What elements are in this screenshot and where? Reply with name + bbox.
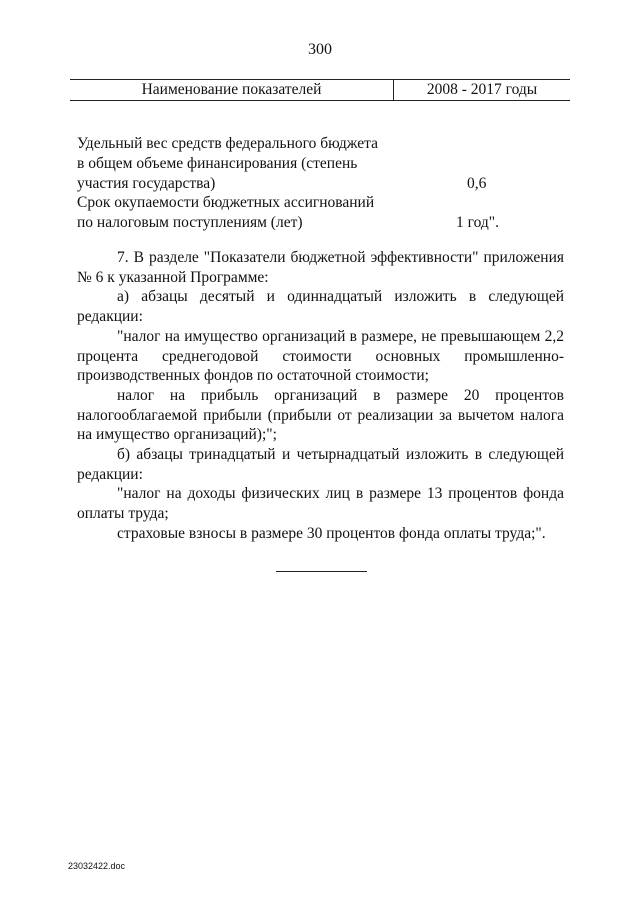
page-number: 300 bbox=[308, 41, 332, 58]
indicator-name-payback bbox=[77, 193, 397, 233]
paragraph-section-7: 7. В разделе "Показатели бюджетной эффективности" приложения № 6 к указанной Программе: bbox=[77, 249, 564, 286]
table-header-years: 2008 - 2017 годы bbox=[426, 81, 538, 98]
paragraph-profit-tax: налог на прибыль организаций в размере 20 процентов налогооблагаемой прибыли (прибыли от реализации за вычетом налога на имущество организаций);"; bbox=[77, 386, 564, 444]
end-divider bbox=[276, 571, 367, 572]
paragraph-income-tax: "налог на доходы физических лиц в размере 13 процентов фонда оплаты труда; bbox=[77, 485, 564, 523]
indicator-name-line: Срок окупаемости бюджетных ассигнований bbox=[77, 194, 375, 211]
amendment-text bbox=[77, 248, 564, 544]
indicator-value-payback: 1 год". bbox=[456, 214, 499, 231]
table-header bbox=[70, 79, 570, 101]
footer-filename: 23032422.doc bbox=[68, 861, 126, 871]
paragraph-item-b: б) абзацы тринадцатый и четырнадцатый изложить в следующей редакции: bbox=[77, 446, 564, 483]
indicator-name-line: Удельный вес средств федерального бюджета bbox=[77, 135, 379, 152]
indicator-name-line: по налоговым поступлениям (лет) bbox=[77, 214, 303, 231]
indicator-name-line: в общем объеме финансирования (степень bbox=[77, 155, 358, 172]
table-header-indicators: Наименование показателей bbox=[141, 81, 322, 98]
indicator-name-federal-share bbox=[77, 134, 397, 194]
paragraph-insurance: страховые взносы в размере 30 процентов фонда оплаты труда;". bbox=[117, 524, 546, 542]
indicator-name-line: участия государства) bbox=[77, 175, 216, 192]
paragraph-item-a: а) абзацы десятый и одиннадцатый изложить в следующей редакции: bbox=[77, 288, 564, 326]
paragraph-property-tax: "налог на имущество организаций в размере, не превышающем 2,2 процента среднегодовой стоимости основных промышленно-производственных фондов по остаточной стоимости; bbox=[77, 327, 564, 385]
indicator-value-federal-share: 0,6 bbox=[467, 175, 487, 192]
